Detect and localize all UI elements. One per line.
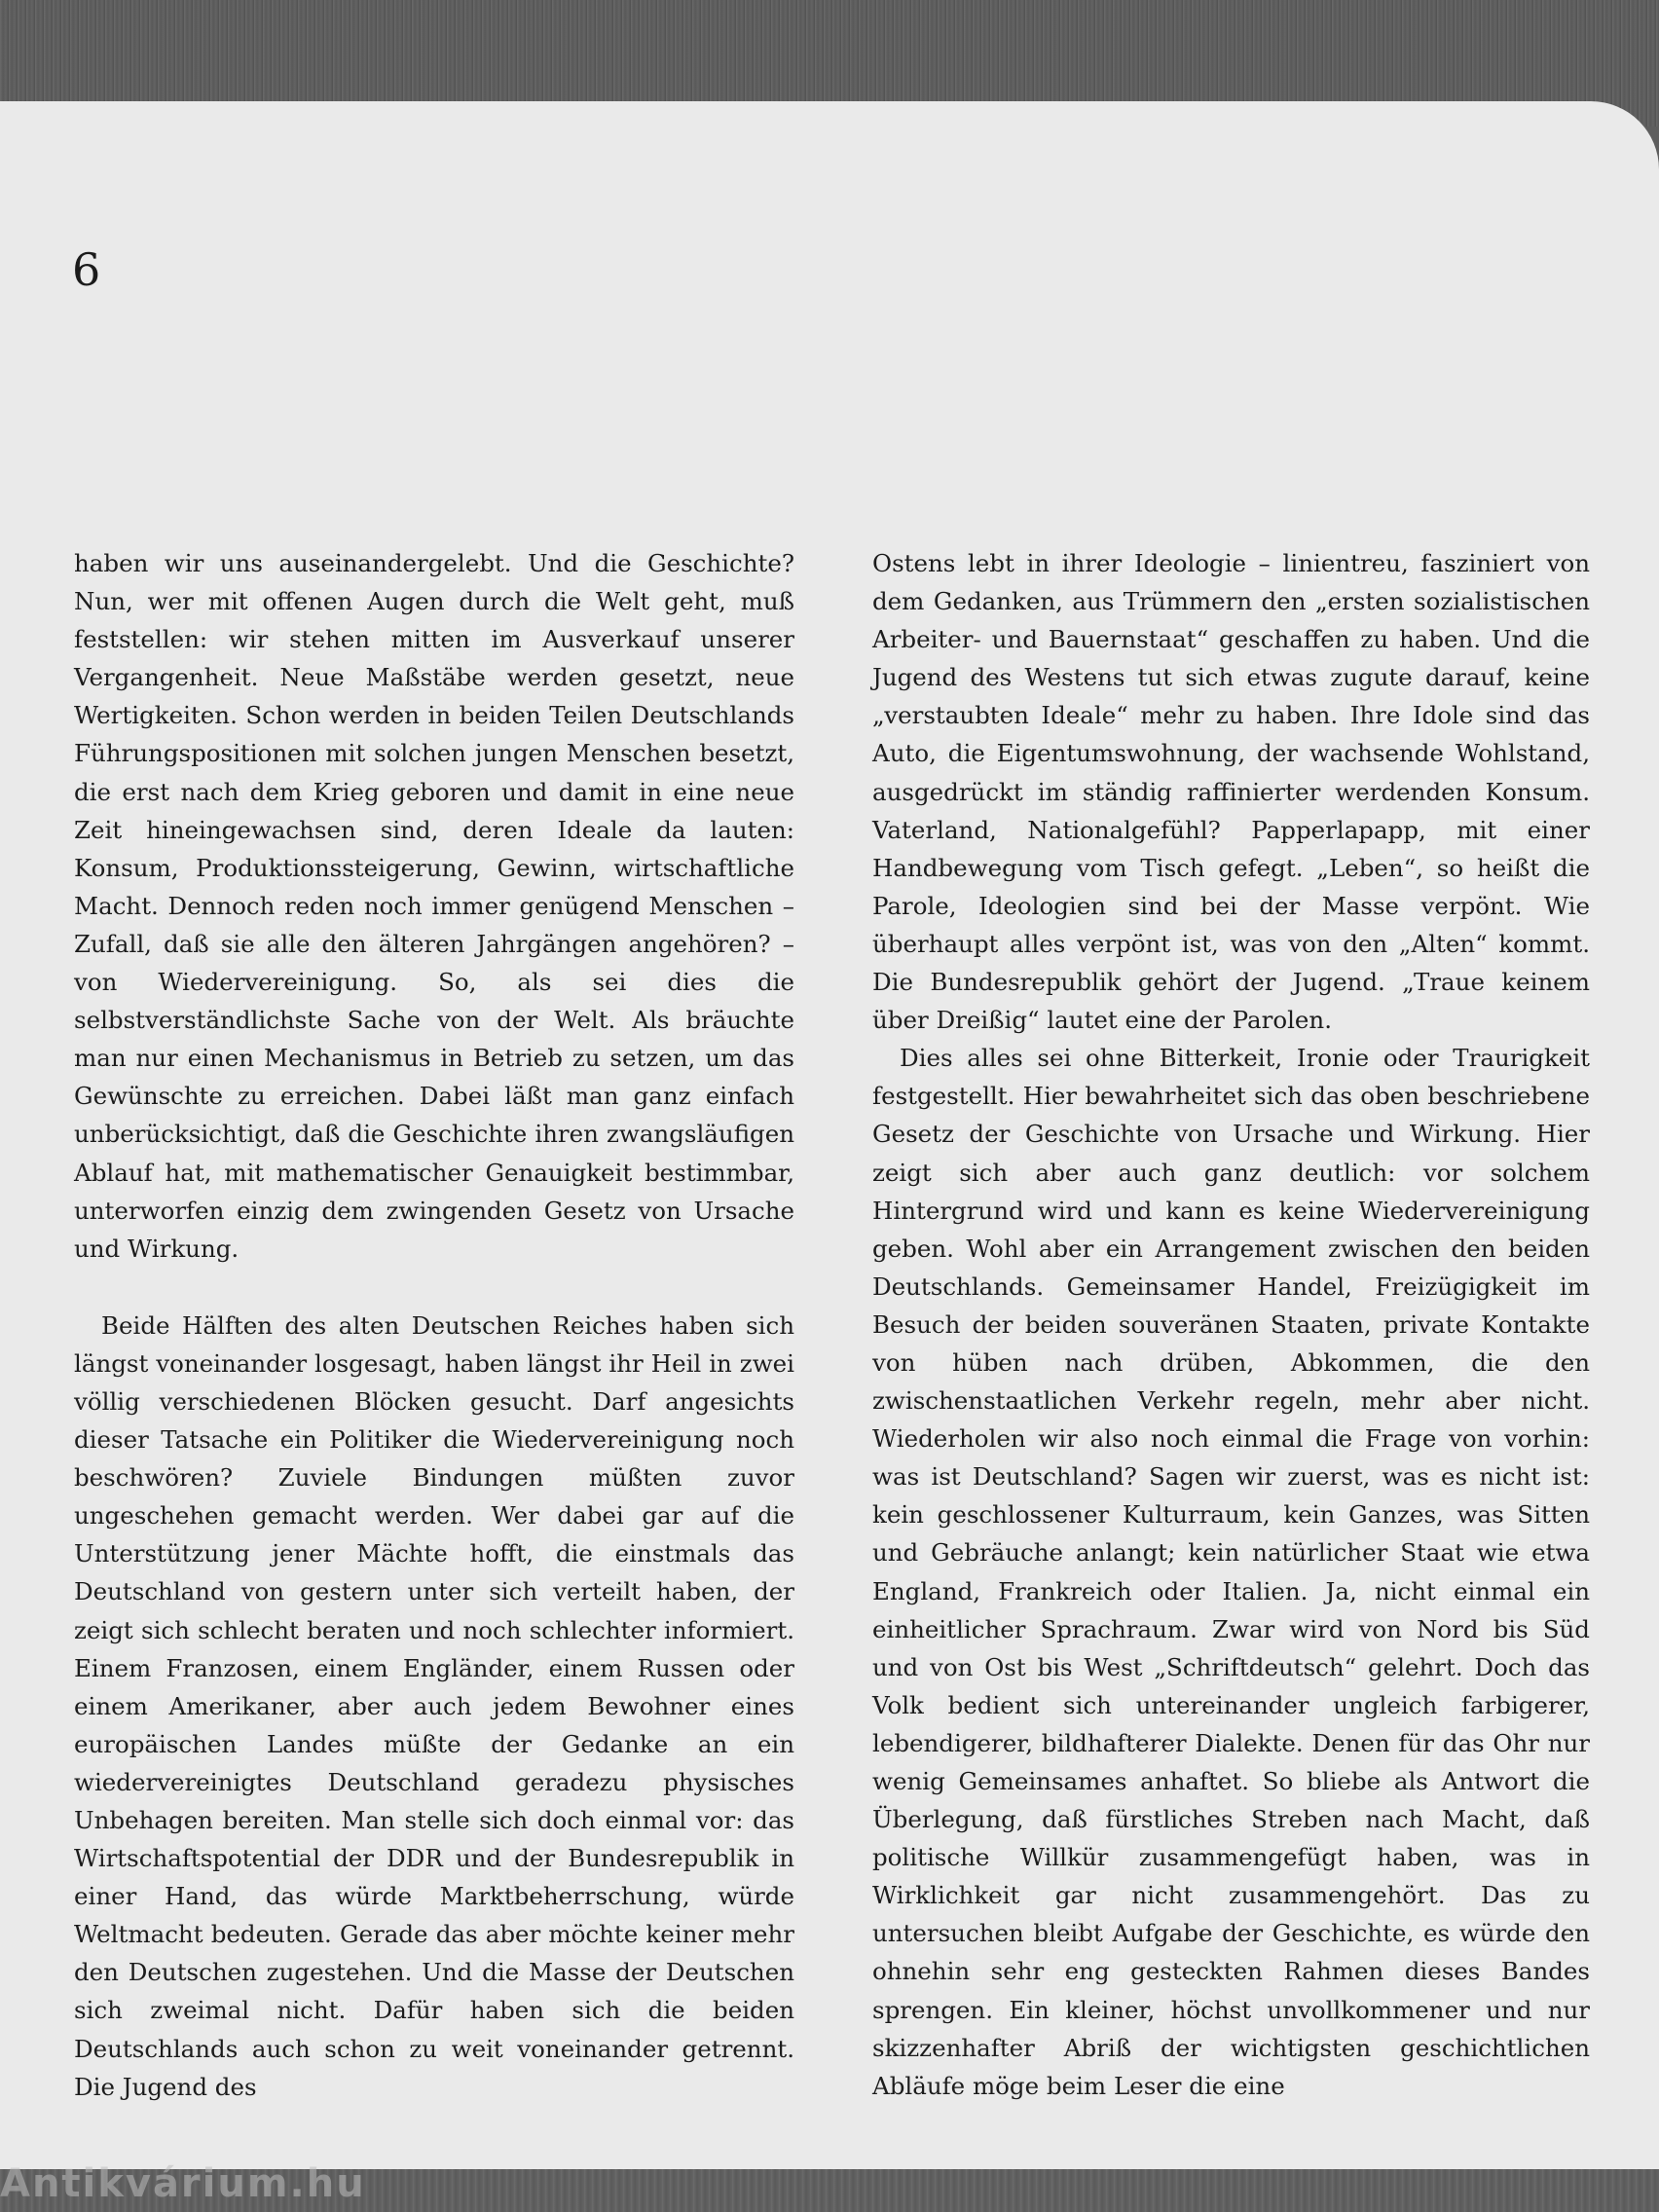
paragraph: Dies alles sei ohne Bitterkeit, Ironie oder Traurigkeit festgestellt. Hier bewahrheitet sich das oben beschriebene Gesetz der Geschichte von Ursache und Wirkung. Hier zeigt sich aber auch ganz deutlich: vor solchem Hintergrund wird und kann es keine Wiedervereinigung geben. Wohl aber ein Arrangement zwischen den beiden Deutschlands. Gemeinsamer Handel, Freizügigkeit im Besuch der beiden souveränen Staaten, private Kontakte von hüben nach drüben, Abkommen, die den zwischenstaatlichen Verkehr regeln, mehr aber nicht. Wiederholen wir also noch einmal die Frage von vorhin: was ist Deutschland? Sagen wir zuerst, was es nicht ist: kein geschlossener Kulturraum, kein Ganzes, was Sitten und Gebräuche anlangt; kein natürlicher Staat wie etwa England, Frankreich oder Italien. Ja, nicht einmal ein einheitlicher Sprachraum. Zwar wird von Nord bis Süd und von Ost bis West „Schriftdeutsch“ gelehrt. Doch das Volk bedient sich untereinander ungleich farbigerer, lebendigerer, bildhafterer Dialekte. Denen für das Ohr nur wenig Gemeinsames anhaftet. So bliebe als Antwort die Überlegung, daß fürstliches Streben nach Macht, daß politische Willkür zusammengefügt haben, was in Wirklichkeit gar nicht zusammengehört. Das zu untersuchen bleibt Aufgabe der Geschichte, es würde den ohnehin sehr eng gesteckten Rahmen dieses Bandes sprengen. Ein kleiner, höchst unvollkommener und nur skizzenhafter Abriß der wichtigsten geschichtlichen Abläufe möge beim Leser die eine xyxy=(872,1044,1590,2100)
text-column-left xyxy=(74,544,794,2106)
paragraph: haben wir uns auseinandergelebt. Und die Geschichte? Nun, wer mit offenen Augen durch die Welt geht, muß feststellen: wir stehen mitten im Ausverkauf unserer Vergangenheit. Neue Maßstäbe werden gesetzt, neue Wertigkeiten. Schon werden in beiden Teilen Deutschlands Führungspositionen mit solchen jungen Menschen besetzt, die erst nach dem Krieg geboren und damit in eine neue Zeit hineingewachsen sind, deren Ideale da lauten: Konsum, Produktionssteigerung, Gewinn, wirtschaftliche Macht. Dennoch reden noch immer genügend Menschen – Zufall, daß sie alle den älteren Jahrgängen angehören? – von Wiedervereinigung. So, als sei dies die selbstverständlichste Sache von der Welt. Als bräuchte man nur einen Mechanismus in Betrieb zu setzen, um das Gewünschte zu erreichen. Dabei läßt man ganz einfach unberücksichtigt, daß die Geschichte ihren zwangsläufigen Ablauf hat, mit mathematischer Genauigkeit bestimmbar, unterworfen einzig dem zwingenden Gesetz von Ursache und Wirkung. xyxy=(74,549,794,1263)
book-page xyxy=(0,101,1659,2169)
watermark: Antikvárium.hu xyxy=(0,2161,366,2206)
page-number: 6 xyxy=(72,243,101,296)
paragraph: Ostens lebt in ihrer Ideologie – linientreu, fasziniert von dem Gedanken, aus Trümmern den „ersten sozialistischen Arbeiter- und Bauernstaat“ geschaffen zu haben. Und die Jugend des Westens tut sich etwas zugute darauf, keine „verstaubten Ideale“ mehr zu haben. Ihre Idole sind das Auto, die Eigentumswohnung, der wachsende Wohlstand, ausgedrückt im ständig raffinierter werdenden Konsum. Vaterland, Nationalgefühl? Papperlapapp, mit einer Handbewegung vom Tisch gefegt. „Leben“, so heißt die Parole, Ideologien sind bei der Masse verpönt. Wie überhaupt alles verpönt ist, was von den „Alten“ kommt. Die Bundesrepublik gehört der Jugend. „Traue keinem über Dreißig“ lautet eine der Parolen. xyxy=(872,549,1590,1035)
paragraph: Beide Hälften des alten Deutschen Reiches haben sich längst voneinander losgesagt, haben längst ihr Heil in zwei völlig verschiedenen Blöcken gesucht. Darf angesichts dieser Tatsache ein Politiker die Wiedervereinigung noch beschwören? Zuviele Bindungen müßten zuvor ungeschehen gemacht werden. Wer dabei gar auf die Unterstützung jener Mächte hofft, die einstmals das Deutschland von gestern unter sich verteilt haben, der zeigt sich schlecht beraten und noch schlechter informiert. Einem Franzosen, einem Engländer, einem Russen oder einem Amerikaner, aber auch jedem Bewohner eines europäischen Landes müßte der Gedanke an ein wiedervereinigtes Deutschland geradezu physisches Unbehagen bereiten. Man stelle sich doch einmal vor: das Wirtschaftspotential der DDR und der Bundesrepublik in einer Hand, das würde Marktbeherrschung, würde Weltmacht bedeuten. Gerade das aber möchte keiner mehr den Deutschen zugestehen. Und die Masse der Deutschen sich zweimal nicht. Dafür haben sich die beiden Deutschlands auch schon zu weit voneinander getrennt. Die Jugend des xyxy=(74,1310,794,2101)
text-column-right xyxy=(872,544,1590,2105)
